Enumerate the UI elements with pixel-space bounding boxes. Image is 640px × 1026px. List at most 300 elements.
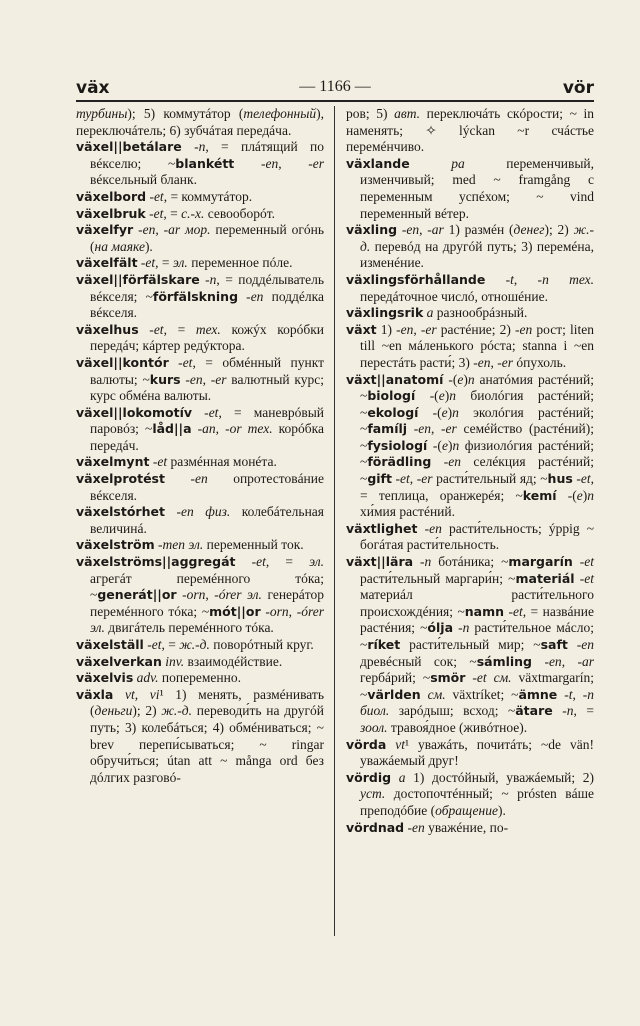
headword: sámling	[476, 653, 533, 669]
grammar-note: et	[153, 321, 164, 337]
headword: margarín	[508, 554, 573, 570]
dictionary-entry	[346, 106, 594, 156]
entry-text: ботáника; ~	[431, 554, 509, 570]
entry-text: -	[572, 554, 585, 570]
entry-text: -	[567, 637, 582, 652]
entry-text: -	[168, 354, 183, 370]
entry-text: ).	[144, 238, 153, 254]
dictionary-entry	[346, 737, 594, 770]
entry-text: гербáрий; ~	[360, 670, 431, 686]
entry-text: корóбка передáч.	[90, 421, 325, 453]
grammar-note: er	[425, 321, 437, 337]
grammar-note: t	[568, 686, 573, 702]
headword: namn	[464, 603, 505, 619]
entry-text: травоя́дное (живóтное).	[387, 719, 528, 735]
grammar-note: er	[215, 371, 227, 387]
grammar-note: er	[445, 421, 457, 437]
grammar-note: en	[400, 321, 414, 337]
grammar-note: vt, vi	[125, 686, 160, 702]
grammar-note: er	[501, 354, 513, 370]
entry-text: ); 5) коммутáтор (	[127, 106, 244, 121]
entry-text: -	[133, 222, 143, 238]
entry-text: переключáть скóрости; ~ in наменять; ✧ lýckan ~r счáстье перемéнчиво.	[346, 106, 594, 155]
entry-text: , -	[409, 471, 422, 487]
dictionary-entry	[76, 471, 324, 504]
grammar-note: órer эл.	[90, 603, 324, 636]
grammar-note: e	[441, 437, 448, 453]
grammar-note: en	[429, 520, 442, 536]
grammar-note: en	[265, 155, 279, 171]
entry-text: , =	[155, 255, 173, 271]
entry-text: расти́тельный маргари́н; ~	[360, 570, 516, 586]
grammar-note: ж.-д.	[179, 637, 210, 652]
headword: växelbruk	[76, 205, 146, 221]
entry-text: древéсный сок; ~	[360, 653, 477, 669]
grammar-note: en	[519, 321, 533, 337]
headword: växelprotést	[76, 471, 165, 487]
entry-text: -(	[415, 388, 439, 404]
grammar-note: n биол.	[360, 686, 595, 719]
grammar-note: n	[452, 404, 459, 420]
dictionary-entry	[346, 305, 594, 322]
dictionary-entry	[76, 670, 324, 687]
dictionary-entry	[76, 255, 324, 272]
entry-text	[410, 156, 452, 171]
headword: växlingsrik	[346, 305, 424, 321]
entry-text: рост; liten till ~en мáленького рóста; stanna i ~en перестáть расти́; 3) -	[360, 321, 594, 370]
headword: smör	[430, 670, 466, 686]
entry-text: -	[149, 454, 158, 470]
dictionary-entry	[76, 454, 324, 471]
entry-text: , =	[265, 554, 310, 570]
grammar-note: er	[421, 471, 433, 487]
grammar-note: на маяке	[94, 238, 145, 254]
entry-text: материáл расти́тельного происхождéния; ~	[360, 587, 594, 619]
dictionary-entry	[76, 106, 324, 139]
entry-text: )	[582, 487, 588, 503]
dictionary-entry	[76, 537, 324, 554]
headword: ekologí	[367, 404, 419, 420]
grammar-note: et	[182, 354, 193, 370]
headword: växelfyr	[76, 222, 134, 238]
headword: växelhus	[76, 321, 139, 337]
grammar-note: et	[153, 205, 164, 221]
grammar-note: n	[462, 620, 470, 636]
headword: växlingsförhållande	[346, 271, 486, 287]
grammar-note: et	[256, 554, 266, 570]
entry-text: -	[164, 471, 195, 487]
entry-text: -	[557, 686, 569, 702]
grammar-note: inv.	[165, 653, 185, 669]
entry-text: зарóдыш; всход; ~	[389, 703, 516, 719]
grammar-note: a	[426, 305, 434, 321]
entry-text: -	[260, 603, 270, 619]
headword: växelströms||aggregát	[76, 554, 236, 570]
entry-text: переменчивый, изменчивый; med ~ framgång с переменным успéхом; ~ vind переменный вéтер.	[360, 155, 595, 221]
entry-text: 1) достóйный, уважáемый; 2)	[405, 769, 595, 785]
entry-text: ¹ уважáть, почитáть; ~de vän! уважáемый друг!	[360, 736, 594, 769]
grammar-note: ж.-д.	[360, 222, 595, 254]
headword: växelverkan	[76, 653, 162, 669]
entry-text: -	[235, 554, 257, 570]
entry-text: -	[413, 554, 425, 570]
grammar-note: t	[510, 271, 514, 287]
dictionary-entry	[346, 156, 594, 222]
headword: generát||or	[97, 587, 177, 603]
entry-text: -(	[556, 487, 577, 503]
grammar-note: авт.	[394, 106, 421, 121]
dictionary-entry	[346, 554, 594, 737]
entry-text: , = назвáние растéния; ~	[360, 603, 594, 636]
entry-text: -	[572, 471, 581, 487]
entry-text: -	[417, 520, 430, 536]
headword: växelmynt	[76, 454, 150, 470]
entry-text: переменное пóле.	[187, 255, 293, 271]
entry-text: расти́тельность; ýppig ~ богáтая расти́тельность.	[360, 520, 594, 553]
headword: växelström	[76, 537, 155, 553]
grammar-note: см.	[427, 686, 446, 702]
grammar-note: et	[584, 570, 594, 586]
entry-text: , -	[278, 155, 313, 171]
headword: vördig	[346, 769, 392, 785]
headword: ólja	[427, 620, 453, 636]
entry-text: , -	[215, 421, 230, 437]
entry-text: -	[181, 139, 199, 155]
dictionary-entry	[76, 322, 324, 355]
entry-text: переменный огóнь (	[90, 222, 324, 254]
grammar-note: тех.	[195, 321, 221, 337]
entry-text: -	[154, 537, 163, 553]
entry-text: -	[180, 371, 190, 387]
dictionary-entry	[76, 139, 324, 189]
headword: vörda	[346, 736, 387, 752]
entry-text: валютный курс; курс обмéна валюты.	[90, 371, 324, 404]
entry-text: кожýх корóбки передáч; кáртер редýктора.	[90, 321, 324, 354]
entry-text: -	[404, 819, 413, 835]
entry-text: växtríket; ~	[445, 686, 519, 702]
entry-text: -(	[427, 437, 442, 453]
grammar-note: en	[477, 354, 491, 370]
grammar-note: men эл.	[162, 537, 204, 553]
entry-text: двигáтель перемéнного тóка.	[104, 620, 274, 636]
grammar-note: et	[400, 471, 410, 487]
grammar-note: обращение	[435, 802, 498, 818]
entry-text: , -	[431, 421, 446, 437]
grammar-note: n	[452, 437, 460, 453]
entry-text: , -	[513, 271, 543, 287]
entry-text: колебáтельная величинá.	[90, 504, 324, 536]
entry-text: опротестовáние вéкселя.	[90, 471, 324, 503]
grammar-note: ж.-д.	[161, 703, 193, 719]
entry-text: расти́тельный мир; ~	[400, 637, 541, 652]
grammar-note: ar мор.	[168, 222, 211, 238]
dictionary-entry	[346, 222, 594, 272]
headword: biologí	[367, 388, 416, 404]
headword: växelbord	[76, 188, 147, 204]
headword: fysiologí	[367, 437, 428, 453]
dictionary-entry	[76, 654, 324, 671]
dictionary-entry	[346, 322, 594, 372]
entry-text	[113, 687, 125, 702]
entry-text: передáточное числó, отношéние.	[360, 288, 548, 304]
dictionary-entry	[76, 206, 324, 223]
entry-text: расти́тельное мáсло; ~	[360, 620, 594, 652]
headword: famílj	[367, 421, 408, 437]
page-number: — 1166 —	[299, 78, 371, 95]
running-head-left: väx	[76, 78, 110, 98]
grammar-note: orn	[269, 603, 289, 619]
headword: växel||förfälskare	[76, 271, 200, 287]
entry-text: 1) размéн (	[443, 222, 514, 238]
entry-text: расти́тельный яд; ~	[432, 471, 548, 487]
headword: vördnad	[346, 819, 405, 835]
dictionary-entry	[346, 272, 594, 305]
grammar-note: с.-х.	[181, 205, 205, 221]
entry-text: )	[447, 437, 453, 453]
entry-text: -	[191, 421, 203, 437]
headword: växelställ	[76, 637, 144, 652]
grammar-note: orn	[186, 587, 206, 603]
grammar-note: турбины	[76, 106, 128, 121]
entry-text: -	[192, 404, 209, 420]
grammar-note: et	[153, 188, 164, 204]
entry-text: ), переключáтель; 6) зубчáтая передáча.	[76, 106, 324, 138]
headword: blankétt	[175, 155, 235, 171]
entry-text: поддéлка вéкселя.	[90, 288, 324, 321]
entry-text	[421, 687, 428, 702]
entry-text: , =	[163, 321, 196, 337]
entry-text: анатóмия растéний; ~	[360, 371, 594, 404]
entry-text: , -	[205, 587, 219, 603]
headword: växel||betálare	[76, 139, 182, 155]
headword: ríket	[367, 637, 401, 652]
entry-text: переводи́ть на другóй путь; 3) колебáться; 4) обмéниваться; ~ brev перепи́сываться; ~ ringar обручи́ться; útan att ~ många ord без дóлгих разговó-	[90, 703, 324, 785]
grammar-note: e	[438, 388, 445, 404]
entry-text: -	[465, 670, 477, 686]
dictionary-entry	[76, 189, 324, 206]
dictionary-entry	[76, 355, 324, 405]
entry-text: -	[391, 471, 401, 487]
entry-text: -	[504, 603, 513, 619]
entry-text: , -	[155, 222, 169, 238]
entry-text: поворóтный круг.	[209, 637, 314, 652]
entry-text: ); 2)	[132, 703, 162, 719]
entry-text: достопочтéнный; ~ prósten вáше преподóбие (	[360, 786, 594, 818]
grammar-note: n	[566, 703, 574, 719]
grammar-note: зоол.	[360, 719, 388, 735]
headword: växt||anatomí	[346, 371, 444, 387]
grammar-note: e	[576, 487, 583, 503]
entry-text: )	[447, 404, 453, 420]
grammar-note: adv.	[136, 670, 159, 686]
headword: växtlighet	[346, 520, 418, 536]
entry-text: семéйство (растéний); ~	[360, 421, 595, 453]
headword: växel||lokomotív	[76, 404, 192, 420]
headword: materiál	[515, 570, 575, 586]
entry-text: , =	[163, 205, 182, 221]
grammar-note: денег	[513, 222, 545, 238]
entry-text: óпухоль.	[512, 354, 567, 370]
entry-text: растéние; 2) -	[436, 321, 520, 337]
grammar-note: деньги	[94, 703, 133, 719]
grammar-note: e	[457, 371, 464, 387]
headword: förfälskning	[152, 288, 239, 304]
headword: låd||a	[152, 421, 192, 437]
entry-text: -	[407, 421, 419, 437]
grammar-note: en	[194, 471, 208, 487]
entry-text: , =	[573, 703, 594, 719]
headword: växla	[76, 686, 114, 702]
entry-text: -(	[443, 371, 458, 387]
headword: växt	[346, 321, 377, 337]
entry-text	[386, 737, 395, 752]
grammar-note: n	[467, 371, 475, 387]
entry-text: , = обмéнный пункт валюты; ~	[90, 354, 325, 387]
headword: kurs	[149, 371, 181, 387]
entry-text: -	[137, 255, 146, 271]
headword: växelstórhet	[76, 504, 165, 520]
entry-text: , = поддéлыватель вéкселя; ~	[90, 271, 324, 304]
right-column	[346, 106, 594, 836]
grammar-note: et см.	[476, 670, 512, 686]
headword: växling	[346, 222, 398, 238]
left-column	[76, 106, 324, 786]
grammar-note: en	[250, 288, 264, 304]
entry-text: -	[574, 570, 585, 586]
entry-text: генерáтор перемéнного тóка; ~	[90, 587, 324, 619]
dictionary-entry	[76, 637, 324, 654]
grammar-note: or тех.	[229, 421, 273, 437]
entry-text: переменный ток.	[203, 537, 304, 553]
headword: hus	[547, 471, 573, 487]
dictionary-entry	[76, 222, 324, 255]
page-header	[76, 76, 594, 102]
grammar-note: et	[157, 454, 168, 470]
grammar-note: órer эл.	[218, 587, 262, 603]
dictionary-entry	[76, 272, 324, 322]
headword: förädling	[367, 454, 432, 470]
grammar-note: en	[406, 222, 420, 238]
dictionary-entry	[346, 770, 594, 820]
entry-text: ¹ 1) менять, размéнивать (	[90, 686, 324, 719]
dictionary-entry	[346, 521, 594, 554]
headword: saft	[540, 637, 568, 652]
grammar-note: n	[424, 554, 432, 570]
entry-text: селéкция растéний; ~	[360, 454, 594, 487]
grammar-note: et	[151, 637, 162, 652]
entry-text: перевóд на другóй путь; 3) перемéна, изменéние.	[360, 238, 594, 271]
entry-text: )	[444, 388, 450, 404]
entry-text: -(	[418, 404, 442, 420]
grammar-note: эл.	[309, 554, 324, 570]
entry-text: , -	[419, 222, 432, 238]
entry-text: -	[552, 703, 567, 719]
dictionary-entry	[346, 372, 594, 521]
grammar-note: en	[448, 454, 461, 470]
entry-text: -	[397, 222, 407, 238]
grammar-note: et	[584, 554, 594, 570]
entry-text: , -	[202, 371, 216, 387]
entry-text: -	[143, 637, 152, 652]
entry-text: ); 2)	[544, 222, 574, 238]
headword: växlande	[346, 155, 410, 171]
entry-text: эколóгия растéний; ~	[360, 404, 594, 437]
entry-text: , -	[561, 653, 582, 669]
grammar-note: телефонный	[243, 106, 317, 121]
grammar-note: ar	[431, 222, 444, 238]
entry-text: разнообрáзный.	[433, 305, 528, 321]
grammar-note: et	[145, 255, 156, 271]
entry-text: , = плáтящий по вéкселю; ~	[90, 139, 324, 171]
entry-text: , =	[161, 637, 180, 652]
grammar-note: уст.	[360, 786, 386, 802]
entry-text: -	[238, 288, 251, 304]
entry-text: -	[453, 620, 463, 636]
grammar-note: en	[581, 637, 594, 652]
dictionary-entry	[346, 820, 594, 837]
entry-text: ).	[497, 802, 506, 818]
headword: växelvis	[76, 670, 134, 686]
grammar-note: n	[587, 487, 594, 503]
dictionary-entry	[76, 554, 324, 637]
entry-text: севооборóт.	[204, 205, 276, 221]
dictionary-entry	[76, 504, 324, 537]
entry-text: -	[138, 321, 154, 337]
entry-text: -	[145, 205, 154, 221]
entry-text: хи́мия растéний.	[360, 504, 456, 520]
grammar-note: et	[580, 471, 591, 487]
headword: kemí	[522, 487, 557, 503]
entry-text: уважéние, по-	[424, 819, 509, 835]
running-head-right: vör	[562, 78, 594, 98]
entry-text: -	[199, 271, 210, 287]
grammar-note: pa	[451, 155, 465, 171]
grammar-note: n тех.	[542, 271, 595, 287]
grammar-note: vt	[395, 736, 406, 752]
entry-text: взаимодéйствие.	[184, 653, 283, 669]
grammar-note: a	[398, 769, 406, 785]
grammar-note: n	[449, 388, 456, 404]
entry-text: размéнная монéта.	[167, 454, 277, 470]
entry-text: вéксельный бланк.	[90, 172, 197, 188]
entry-text: ров; 5)	[346, 106, 395, 121]
grammar-note: n	[198, 139, 206, 155]
dictionary-entry	[76, 405, 324, 455]
entry-text: -	[532, 653, 549, 669]
grammar-note: et	[208, 404, 219, 420]
entry-text: , = маневрóвый паровóз; ~	[90, 404, 324, 437]
dictionary-entry	[76, 687, 324, 787]
entry-text: , = теплица, оранжерéя; ~	[360, 471, 594, 503]
grammar-note: en	[548, 653, 562, 669]
grammar-note: ar	[581, 653, 594, 669]
entry-text: , -	[490, 354, 502, 370]
entry-text: -	[234, 155, 266, 171]
grammar-note: n	[209, 271, 217, 287]
grammar-note: an	[202, 421, 216, 437]
headword: växel||kontór	[76, 354, 169, 370]
headword: växelfält	[76, 255, 138, 271]
entry-text: биолóгия растéний; ~	[360, 388, 594, 420]
headword: ämne	[518, 686, 558, 702]
entry-text: , -	[572, 686, 588, 702]
entry-text: агрегáт перемéнного тóка; ~	[90, 570, 324, 603]
entry-text: физиолóгия растéний; ~	[360, 437, 595, 470]
entry-text: 1) -	[376, 321, 401, 337]
entry-text: -	[431, 454, 449, 470]
entry-text: -	[146, 188, 154, 204]
grammar-note: er	[312, 155, 324, 171]
